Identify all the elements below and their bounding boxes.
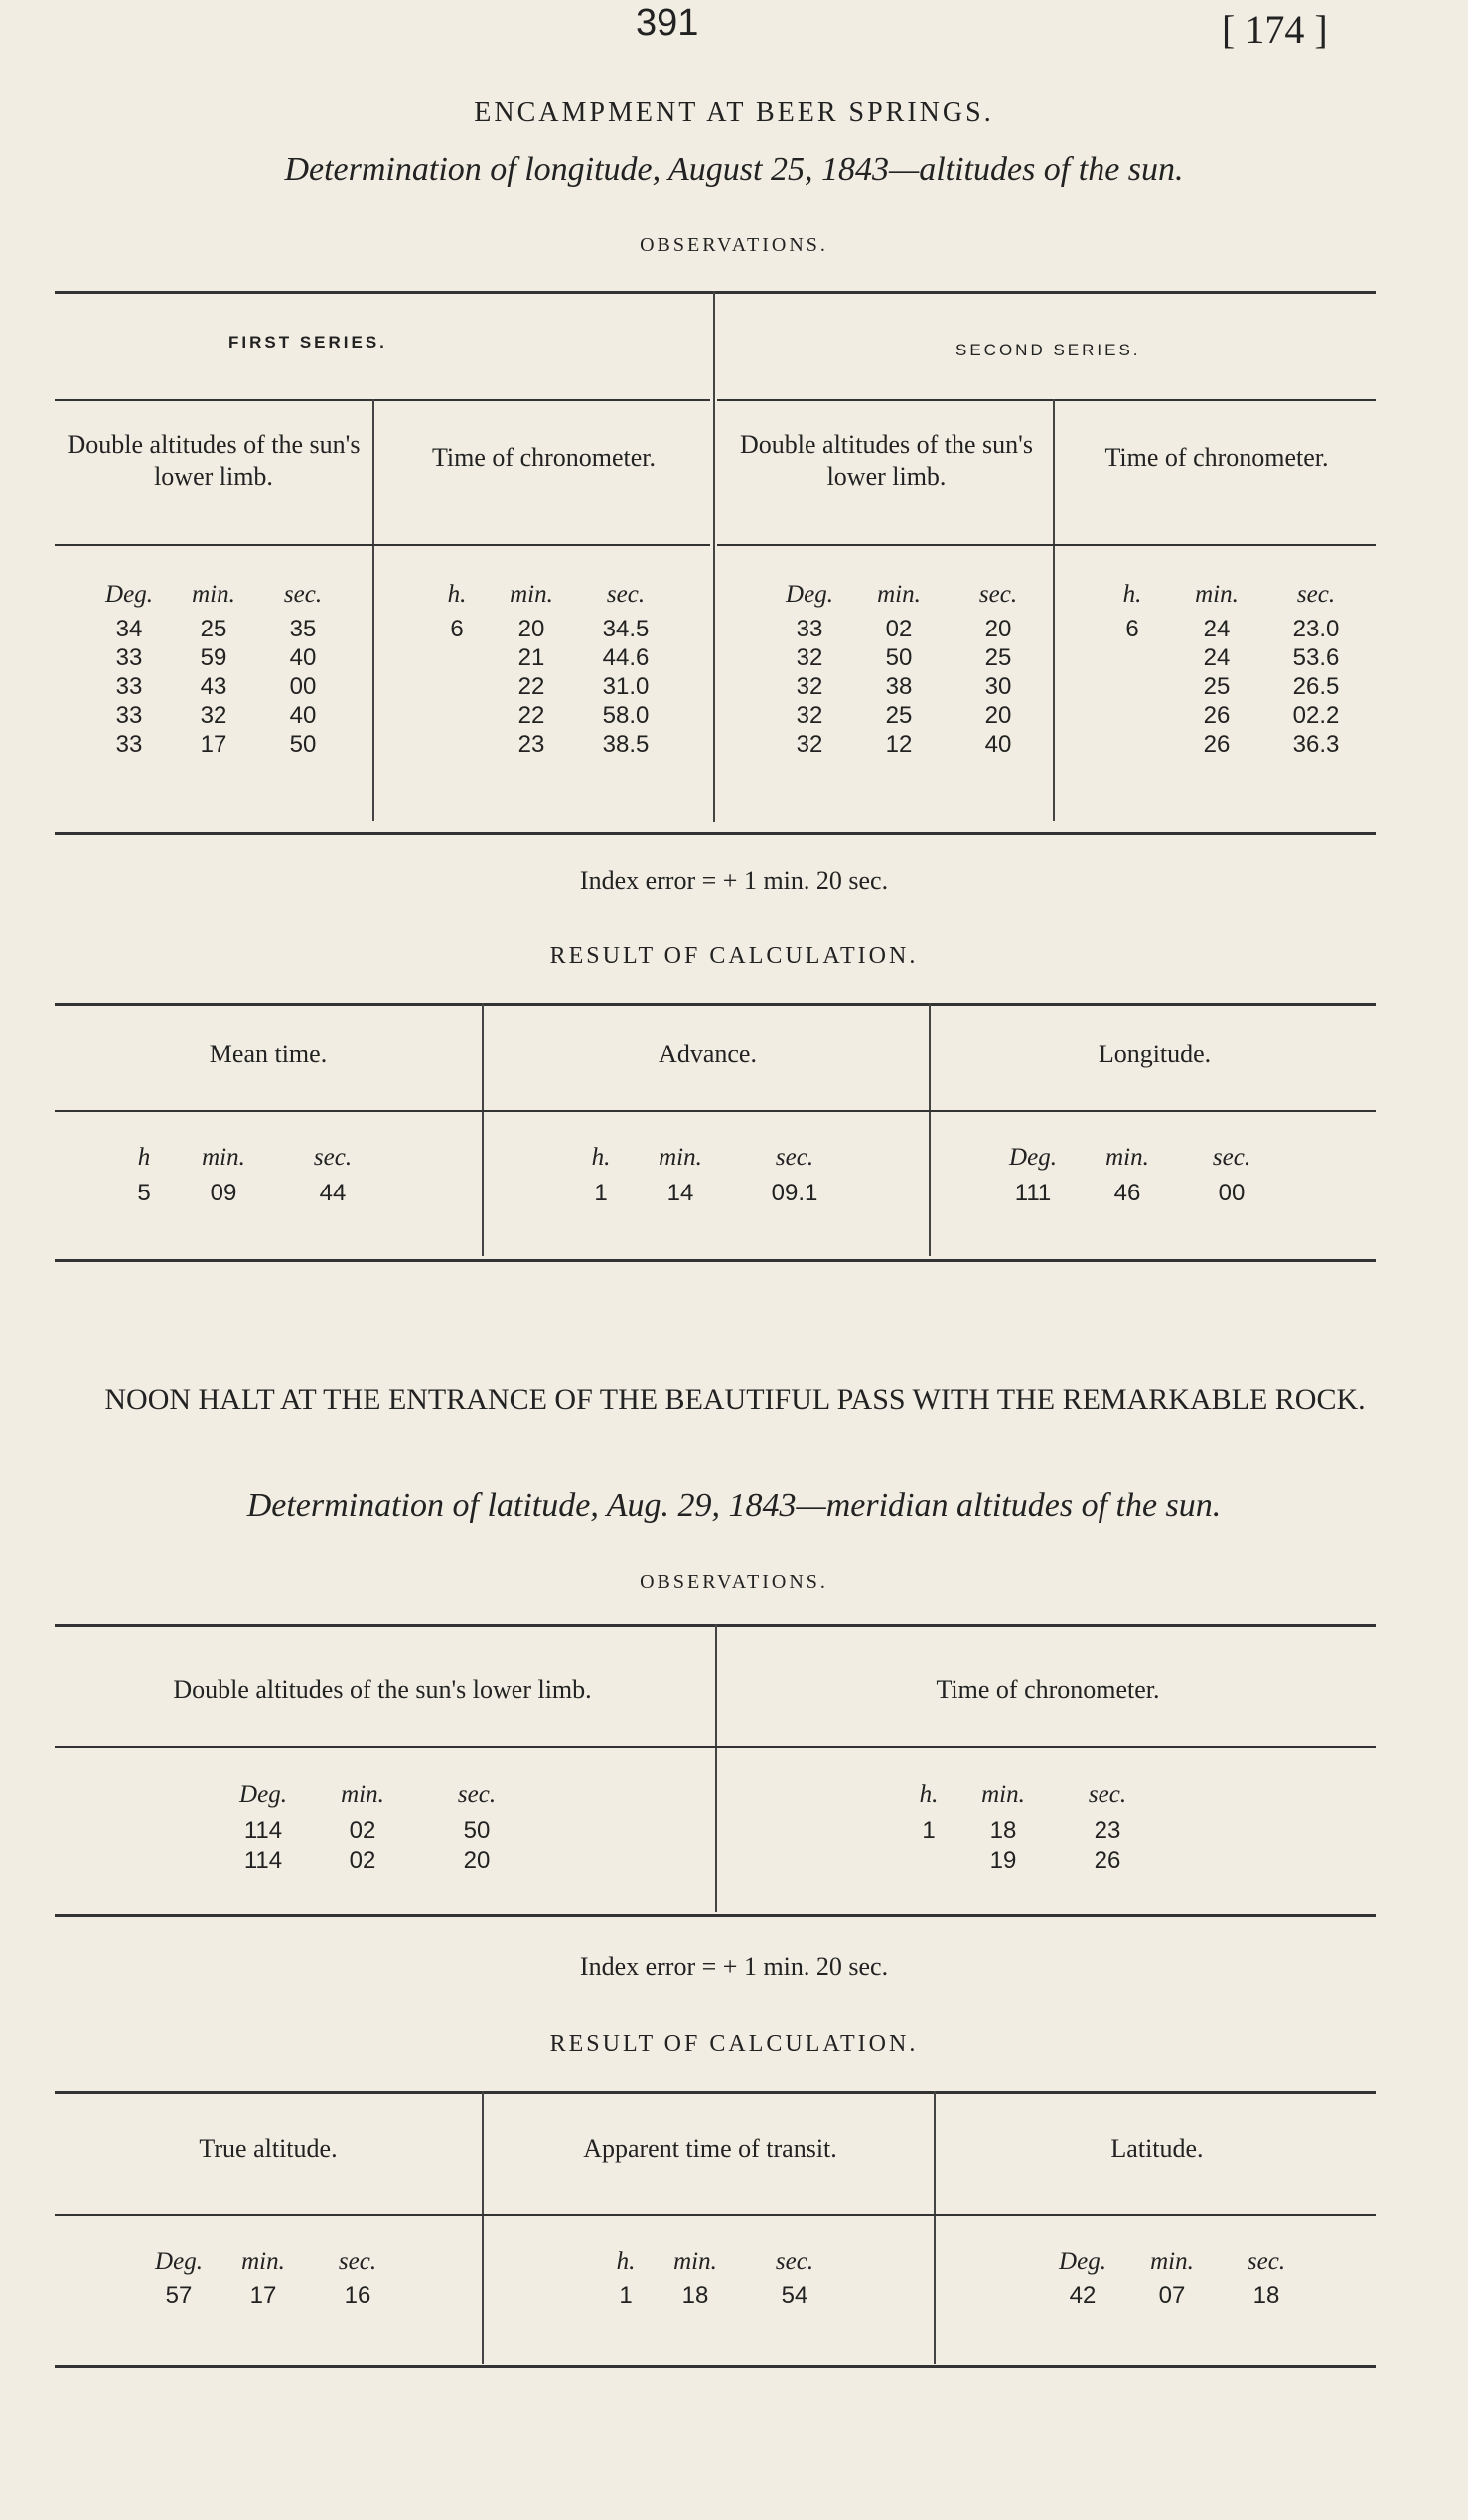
table-cell: 33 — [796, 616, 823, 642]
result1-units-mean-time — [119, 1144, 387, 1172]
unit-label: sec. — [606, 581, 646, 608]
section1-title: ENCAMPMENT AT BEER SPRINGS. — [474, 97, 994, 128]
table-row — [89, 644, 348, 673]
table-row — [770, 702, 1048, 731]
table-row — [1098, 731, 1366, 760]
value-cell: 1 — [619, 2282, 633, 2309]
unit-label: Deg. — [786, 581, 833, 608]
table-cell: 32 — [796, 702, 823, 729]
table-row — [1098, 644, 1366, 673]
table-cell: 6 — [1125, 616, 1139, 642]
table-cell: 40 — [289, 644, 317, 671]
unit-label: min. — [877, 581, 921, 608]
result1-header-advance: Advance. — [659, 1040, 757, 1068]
unit-label: sec. — [338, 2248, 377, 2275]
table-cell: 53.6 — [1292, 644, 1340, 671]
rule — [713, 291, 715, 822]
rule — [55, 399, 710, 401]
table-cell: 24 — [1203, 616, 1231, 642]
table-cell: 26 — [1203, 731, 1231, 758]
table-cell: 25 — [1203, 673, 1231, 700]
table-cell: 25 — [885, 702, 913, 729]
table-row — [770, 673, 1048, 702]
unit-label: sec. — [1212, 1144, 1251, 1171]
second-series-label: SECOND SERIES. — [955, 341, 1141, 359]
value-cell: 18 — [681, 2282, 709, 2309]
table-cell: 25 — [200, 616, 227, 642]
second-time-column — [1098, 616, 1366, 760]
table-row — [427, 616, 675, 644]
table-cell: 02 — [885, 616, 913, 642]
section2-title: NOON HALT AT THE ENTRANCE OF THE BEAUTIFUL PASS WITH THE REMARKABLE ROCK. — [104, 1383, 1366, 1416]
rule — [55, 1003, 1376, 1006]
table-cell: 02 — [349, 1817, 376, 1844]
table-cell — [427, 644, 487, 673]
table-cell — [1098, 673, 1167, 702]
table-cell: 26 — [1203, 702, 1231, 729]
table-cell: 17 — [200, 731, 227, 758]
section2-subtitle: Determination of latitude, Aug. 29, 1843—meridian altitudes of the sun. — [246, 1487, 1222, 1524]
table-cell: 30 — [984, 673, 1012, 700]
table-row — [770, 644, 1048, 673]
value-cell: 09 — [210, 1180, 237, 1206]
unit-label: sec. — [313, 1144, 353, 1171]
value-cell: 14 — [666, 1180, 694, 1206]
table-cell: 23 — [517, 731, 545, 758]
section2-alt-units — [223, 1781, 531, 1809]
second-alt-column — [770, 616, 1048, 760]
table-cell: 32 — [796, 731, 823, 758]
unit-label: Deg. — [239, 1781, 287, 1808]
first-alt-column — [89, 616, 348, 760]
second-alt-header: Double altitudes of the sun's lower limb. — [740, 430, 1033, 490]
value-cell: 54 — [781, 2282, 808, 2309]
unit-label: min. — [1195, 581, 1239, 608]
table-cell — [427, 702, 487, 731]
value-cell: 111 — [1014, 1180, 1052, 1206]
second-time-units — [1098, 581, 1366, 609]
section2-alt-header: Double altitudes of the sun's lower limb. — [173, 1675, 592, 1704]
first-time-column — [427, 616, 675, 760]
unit-label: Deg. — [1059, 2248, 1106, 2275]
rule — [717, 399, 1376, 401]
table-cell: 21 — [517, 644, 545, 671]
value-cell: 07 — [1158, 2282, 1186, 2309]
table-cell: 22 — [517, 702, 545, 729]
table-cell: 02.2 — [1292, 702, 1340, 729]
table-cell: 50 — [885, 644, 913, 671]
unit-label: min. — [673, 2248, 717, 2275]
table-cell: 38.5 — [602, 731, 650, 758]
unit-label: sec. — [775, 1144, 814, 1171]
table-cell: 32 — [796, 673, 823, 700]
table-cell: 33 — [115, 731, 143, 758]
result2-header-latitude: Latitude. — [1110, 2134, 1204, 2163]
section1-observations-label: OBSERVATIONS. — [640, 234, 828, 256]
first-alt-header: Double altitudes of the sun's lower limb. — [67, 430, 361, 490]
unit-label: sec. — [1088, 1781, 1127, 1808]
result2-units-true-altitude — [139, 2248, 407, 2276]
table-row — [1098, 702, 1366, 731]
result1-header-mean-time: Mean time. — [209, 1040, 328, 1068]
table-cell: 22 — [517, 673, 545, 700]
second-alt-units — [770, 581, 1048, 609]
rule — [55, 1110, 1376, 1112]
table-cell: 43 — [200, 673, 227, 700]
section2-time-header: Time of chronometer. — [936, 1675, 1160, 1704]
first-series-label: FIRST SERIES. — [228, 333, 387, 351]
table-cell: 34 — [115, 616, 143, 642]
unit-label: min. — [1105, 1144, 1149, 1171]
table-cell: 6 — [450, 616, 464, 642]
result1-mean-time-value — [119, 1180, 387, 1207]
table-row — [427, 731, 675, 760]
table-cell — [1098, 702, 1167, 731]
unit-label: min. — [192, 581, 235, 608]
table-cell: 02 — [349, 1847, 376, 1874]
value-cell: 09.1 — [771, 1180, 818, 1206]
unit-label: h. — [1122, 581, 1142, 608]
table-cell — [427, 673, 487, 702]
table-cell — [427, 731, 487, 760]
unit-label: h. — [616, 2248, 636, 2275]
table-row — [89, 616, 348, 644]
unit-label: min. — [659, 1144, 702, 1171]
result2-units-transit — [606, 2248, 844, 2276]
table-cell: 26 — [1094, 1847, 1121, 1874]
table-row — [427, 702, 675, 731]
table-cell: 114 — [243, 1817, 283, 1844]
value-cell: 1 — [594, 1180, 608, 1206]
table-cell: 20 — [463, 1847, 491, 1874]
table-cell: 23.0 — [1292, 616, 1340, 642]
value-cell: 18 — [1252, 2282, 1280, 2309]
table-row — [89, 731, 348, 760]
unit-label: h — [137, 1144, 151, 1171]
table-cell: 38 — [885, 673, 913, 700]
table-cell: 20 — [984, 616, 1012, 642]
unit-label: h. — [591, 1144, 611, 1171]
unit-label: h. — [919, 1781, 939, 1808]
table-row — [1098, 673, 1366, 702]
result1-units-advance — [576, 1144, 854, 1172]
table-cell: 50 — [463, 1817, 491, 1844]
unit-label: Deg. — [155, 2248, 203, 2275]
table-row — [770, 731, 1048, 760]
unit-label: min. — [1150, 2248, 1194, 2275]
unit-label: Deg. — [1009, 1144, 1057, 1171]
table-cell: 33 — [115, 644, 143, 671]
table-cell: 23 — [1094, 1817, 1121, 1844]
result1-units-longitude — [993, 1144, 1281, 1172]
result2-header-true-altitude: True altitude. — [199, 2134, 338, 2163]
unit-label: min. — [981, 1781, 1025, 1808]
table-cell: 32 — [796, 644, 823, 671]
table-cell: 33 — [115, 673, 143, 700]
section2-index-error: Index error = + 1 min. 20 sec. — [579, 1952, 889, 1981]
rule — [55, 1259, 1376, 1262]
section2-alt-column — [223, 1817, 531, 1877]
rule — [717, 544, 1376, 546]
table-cell: 44.6 — [602, 644, 650, 671]
table-cell: 114 — [243, 1847, 283, 1874]
unit-label: h. — [447, 581, 467, 608]
unit-label: Deg. — [105, 581, 153, 608]
rule — [55, 544, 710, 546]
table-cell — [1098, 644, 1167, 673]
section2-time-units — [909, 1781, 1157, 1809]
result1-advance-value — [576, 1180, 854, 1207]
table-cell: 40 — [984, 731, 1012, 758]
table-cell: 12 — [885, 731, 913, 758]
table-row — [89, 702, 348, 731]
table-cell: 25 — [984, 644, 1012, 671]
rule — [55, 832, 1376, 835]
rule — [1053, 399, 1055, 821]
result2-latitude-value — [1043, 2282, 1311, 2310]
value-cell: 44 — [319, 1180, 347, 1206]
table-row — [427, 644, 675, 673]
section2-result-label: RESULT OF CALCULATION. — [549, 2031, 919, 2057]
table-cell: 18 — [989, 1817, 1017, 1844]
value-cell: 46 — [1113, 1180, 1141, 1206]
result2-transit-value — [606, 2282, 844, 2310]
value-cell: 42 — [1069, 2282, 1097, 2309]
table-cell: 50 — [289, 731, 317, 758]
unit-label: min. — [510, 581, 553, 608]
unit-label: min. — [202, 1144, 245, 1171]
rule — [55, 2214, 1376, 2216]
table-row — [909, 1847, 1157, 1877]
section1-result-label: RESULT OF CALCULATION. — [549, 943, 919, 969]
table-cell: 32 — [200, 702, 227, 729]
value-cell: 57 — [165, 2282, 193, 2309]
table-cell: 19 — [989, 1847, 1017, 1874]
bracket-number: [ 174 ] — [1222, 7, 1328, 52]
unit-label: sec. — [1296, 581, 1336, 608]
rule — [934, 2091, 936, 2364]
table-cell: 59 — [200, 644, 227, 671]
result2-units-latitude — [1043, 2248, 1311, 2276]
unit-label: min. — [241, 2248, 285, 2275]
section1-subtitle: Determination of longitude, August 25, 1843—altitudes of the sun. — [284, 151, 1184, 188]
table-row — [223, 1817, 531, 1847]
value-cell: 17 — [249, 2282, 277, 2309]
table-row — [909, 1817, 1157, 1847]
rule — [55, 2091, 1376, 2094]
unit-label: sec. — [283, 581, 323, 608]
table-cell: 20 — [984, 702, 1012, 729]
rule — [55, 1914, 1376, 1917]
table-cell: 36.3 — [1292, 731, 1340, 758]
result1-header-longitude: Longitude. — [1098, 1040, 1212, 1068]
result2-true-altitude-value — [139, 2282, 407, 2310]
table-row — [1098, 616, 1366, 644]
unit-label: sec. — [978, 581, 1018, 608]
section2-observations-label: OBSERVATIONS. — [640, 1571, 828, 1593]
first-time-units — [427, 581, 675, 609]
section1-index-error: Index error = + 1 min. 20 sec. — [579, 866, 889, 895]
table-row — [427, 673, 675, 702]
table-cell: 24 — [1203, 644, 1231, 671]
table-row — [770, 616, 1048, 644]
rule — [715, 1624, 717, 1912]
value-cell: 5 — [137, 1180, 151, 1206]
result2-header-transit: Apparent time of transit. — [583, 2134, 837, 2163]
table-cell: 31.0 — [602, 673, 650, 700]
table-cell — [909, 1847, 949, 1877]
table-cell: 33 — [115, 702, 143, 729]
table-cell: 1 — [922, 1817, 936, 1844]
table-cell — [1098, 731, 1167, 760]
section2-time-column — [909, 1817, 1157, 1877]
rule — [929, 1003, 931, 1256]
table-cell: 26.5 — [1292, 673, 1340, 700]
value-cell: 00 — [1218, 1180, 1246, 1206]
page-number: 391 — [636, 2, 699, 44]
rule — [482, 1003, 484, 1256]
table-cell: 40 — [289, 702, 317, 729]
rule — [55, 2365, 1376, 2368]
rule — [372, 399, 374, 821]
unit-label: min. — [341, 1781, 384, 1808]
table-cell: 34.5 — [602, 616, 650, 642]
first-time-header: Time of chronometer. — [431, 443, 657, 472]
second-time-header: Time of chronometer. — [1104, 443, 1329, 472]
unit-label: sec. — [457, 1781, 497, 1808]
rule — [55, 291, 1376, 294]
rule — [55, 1746, 1376, 1748]
unit-label: sec. — [775, 2248, 814, 2275]
table-cell: 58.0 — [602, 702, 650, 729]
table-row — [89, 673, 348, 702]
result1-longitude-value — [993, 1180, 1281, 1207]
first-alt-units — [89, 581, 348, 609]
unit-label: sec. — [1247, 2248, 1286, 2275]
table-cell: 00 — [289, 673, 317, 700]
value-cell: 16 — [344, 2282, 371, 2309]
rule — [482, 2091, 484, 2364]
table-row — [223, 1847, 531, 1877]
table-cell: 20 — [517, 616, 545, 642]
table-cell: 35 — [289, 616, 317, 642]
